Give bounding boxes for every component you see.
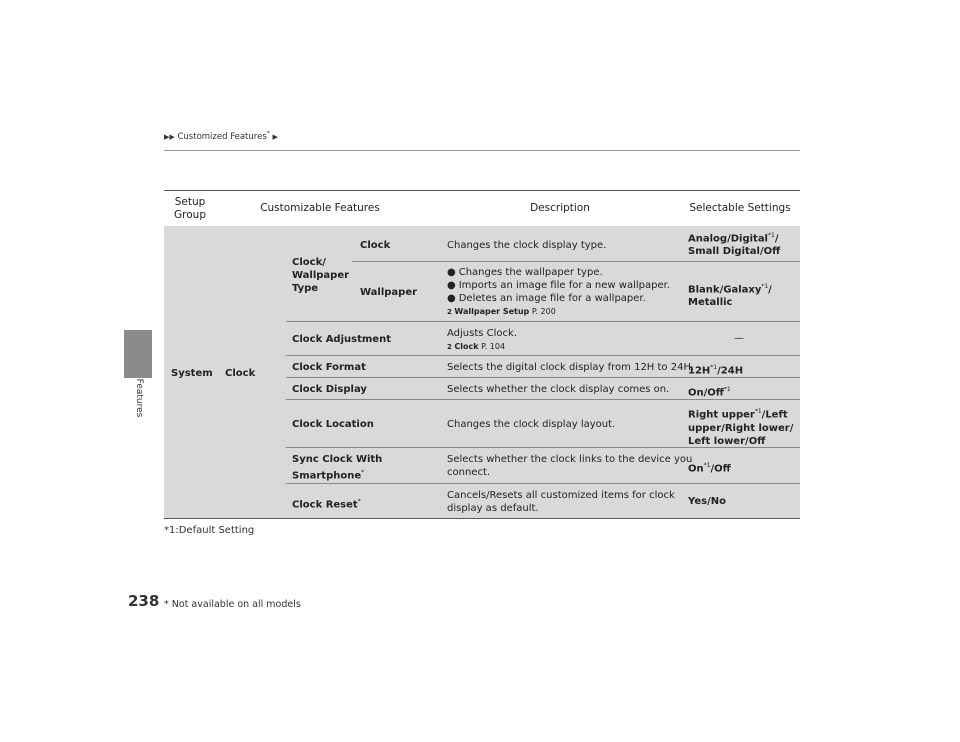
default-setting-note: *1:Default Setting bbox=[164, 525, 255, 536]
feature-text: Clock Reset bbox=[292, 499, 358, 511]
desc-line1: Selects whether the clock links to the device you bbox=[447, 454, 693, 465]
feature-line1: Sync Clock With bbox=[292, 454, 383, 465]
feature-clock: Clock bbox=[360, 240, 391, 251]
not-available-mark: * bbox=[361, 469, 365, 476]
reference-arrow-icon: 2 bbox=[447, 308, 452, 316]
row-divider bbox=[286, 321, 800, 322]
header-setup-line2: Group bbox=[174, 209, 206, 221]
opt-right-upper: Right upper bbox=[688, 409, 755, 421]
sep: / bbox=[707, 496, 711, 507]
setup-group-system: System bbox=[171, 368, 213, 379]
feature-sync-clock bbox=[292, 453, 382, 482]
type-label-line3: Type bbox=[292, 283, 319, 294]
opt-yes: Yes bbox=[688, 496, 708, 507]
bullet: ● bbox=[447, 280, 456, 291]
desc-clock-location: Changes the clock display layout. bbox=[447, 419, 616, 430]
opt-on: On bbox=[688, 387, 704, 399]
feature-wallpaper: Wallpaper bbox=[360, 287, 418, 298]
default-mark: *1 bbox=[710, 364, 718, 371]
settings-clock-location bbox=[688, 405, 798, 449]
header-setup-group bbox=[164, 196, 216, 222]
breadcrumb-title: Customized Features bbox=[177, 131, 267, 142]
settings-wallpaper bbox=[688, 280, 798, 309]
sep: / bbox=[719, 284, 724, 296]
sep: / bbox=[761, 409, 766, 421]
bullet-text: Imports an image file for a new wallpaper. bbox=[458, 280, 670, 291]
sep: / bbox=[768, 284, 772, 296]
default-mark: *1 bbox=[761, 283, 769, 290]
opt-on: On bbox=[688, 463, 704, 475]
opt-digital: Digital bbox=[730, 233, 768, 245]
opt-left-upper-a: Left bbox=[765, 409, 788, 421]
sep: / bbox=[710, 463, 715, 475]
footnote: * Not available on all models bbox=[164, 599, 301, 610]
opt-right-lower: Right lower bbox=[724, 422, 790, 434]
opt-off: Off bbox=[714, 463, 731, 475]
header-customizable-features: Customizable Features bbox=[260, 202, 380, 214]
opt-galaxy: Galaxy bbox=[723, 284, 762, 296]
opt-no: No bbox=[710, 496, 726, 507]
table-bottom-rule bbox=[164, 518, 800, 519]
settings-clock-display bbox=[688, 383, 731, 399]
opt-12h: 12H bbox=[688, 365, 711, 377]
settings-sync-clock bbox=[688, 459, 731, 475]
breadcrumb-star: * bbox=[266, 130, 270, 137]
wallpaper-setup-link[interactable] bbox=[447, 305, 677, 319]
sep: / bbox=[745, 436, 749, 448]
bullet: ● bbox=[447, 293, 456, 304]
reference-title: Wallpaper Setup bbox=[454, 307, 530, 316]
type-label-line1: Clock/ bbox=[292, 257, 326, 268]
desc-line2: display as default. bbox=[447, 503, 539, 514]
bullet-text: Changes the wallpaper type. bbox=[458, 267, 603, 278]
wallpaper-bullet-3 bbox=[447, 292, 677, 305]
sep: / bbox=[774, 233, 779, 245]
default-mark: *1 bbox=[703, 462, 711, 469]
default-mark: *1 bbox=[754, 408, 762, 415]
desc-text: Adjusts Clock. bbox=[447, 328, 517, 339]
reference-arrow-icon: 2 bbox=[447, 343, 452, 351]
opt-off: Off bbox=[707, 387, 724, 399]
opt-left-lower: Left lower bbox=[688, 436, 746, 448]
opt-metallic: Metallic bbox=[688, 297, 733, 309]
opt-small-digital: Small Digital bbox=[688, 246, 760, 258]
bullet-text: Deletes an image file for a wallpaper. bbox=[458, 293, 646, 304]
reference-title: Clock bbox=[454, 342, 479, 351]
feature-clock-adjustment: Clock Adjustment bbox=[292, 334, 391, 345]
header-rule bbox=[164, 150, 800, 151]
opt-24h: 24H bbox=[720, 365, 744, 377]
not-available-mark: * bbox=[357, 498, 361, 505]
sep: / bbox=[759, 246, 764, 258]
feature-clock-display: Clock Display bbox=[292, 384, 367, 395]
sep: / bbox=[789, 422, 794, 434]
opt-off: Off bbox=[748, 436, 766, 448]
settings-clock-format bbox=[688, 361, 743, 377]
default-mark: *1 bbox=[723, 386, 731, 393]
sep: / bbox=[703, 387, 708, 399]
header-description: Description bbox=[530, 202, 590, 214]
desc-clock-format: Selects the digital clock display from 12H to 24H. bbox=[447, 362, 694, 373]
desc-clock-adjustment bbox=[447, 327, 517, 354]
desc-line1: Cancels/Resets all customized items for clock bbox=[447, 490, 675, 501]
settings-clock-adjustment: — bbox=[734, 333, 744, 344]
breadcrumb-end-arrow: ▶ bbox=[272, 132, 278, 141]
row-divider bbox=[352, 261, 800, 262]
feature-clock-reset bbox=[292, 495, 361, 511]
desc-wallpaper bbox=[447, 266, 677, 319]
opt-blank: Blank bbox=[688, 284, 720, 296]
desc-clock-display: Selects whether the clock display comes on. bbox=[447, 384, 670, 395]
row-divider bbox=[286, 483, 800, 484]
desc-clock-reset bbox=[447, 489, 675, 515]
wallpaper-bullet-2 bbox=[447, 279, 677, 292]
wallpaper-bullet-1 bbox=[447, 266, 677, 279]
section-tab bbox=[124, 330, 152, 378]
opt-left-upper-b: upper bbox=[688, 422, 722, 434]
sep: / bbox=[721, 422, 725, 434]
desc-line2: connect. bbox=[447, 467, 491, 478]
opt-analog: Analog bbox=[688, 233, 728, 245]
bullet: ● bbox=[447, 267, 456, 278]
table-header-rule bbox=[164, 190, 800, 191]
sep: / bbox=[717, 365, 721, 377]
reference-page: P. 200 bbox=[531, 307, 556, 316]
section-label: Features bbox=[134, 378, 144, 418]
clock-link[interactable] bbox=[447, 340, 517, 354]
page-number: 238 bbox=[128, 592, 160, 610]
sep: / bbox=[727, 233, 731, 245]
desc-clock: Changes the clock display type. bbox=[447, 240, 607, 251]
settings-clock-reset bbox=[688, 495, 726, 508]
reference-page: P. 104 bbox=[481, 342, 506, 351]
header-selectable-settings: Selectable Settings bbox=[689, 202, 791, 214]
setup-subgroup-clock: Clock bbox=[225, 368, 256, 379]
header-setup-line1: Setup bbox=[174, 196, 206, 208]
clock-wallpaper-type-label bbox=[292, 256, 352, 295]
settings-clock bbox=[688, 229, 798, 258]
feature-clock-location: Clock Location bbox=[292, 419, 374, 430]
feature-clock-format: Clock Format bbox=[292, 362, 366, 373]
feature-line2: Smartphone bbox=[292, 470, 362, 482]
breadcrumb-arrows: ▶▶ bbox=[164, 132, 175, 141]
desc-sync-clock bbox=[447, 453, 692, 479]
opt-off: Off bbox=[763, 246, 781, 258]
row-divider bbox=[286, 355, 800, 356]
breadcrumb bbox=[164, 130, 278, 142]
default-mark: *1 bbox=[768, 232, 775, 239]
type-label-line2: Wallpaper bbox=[292, 270, 350, 281]
